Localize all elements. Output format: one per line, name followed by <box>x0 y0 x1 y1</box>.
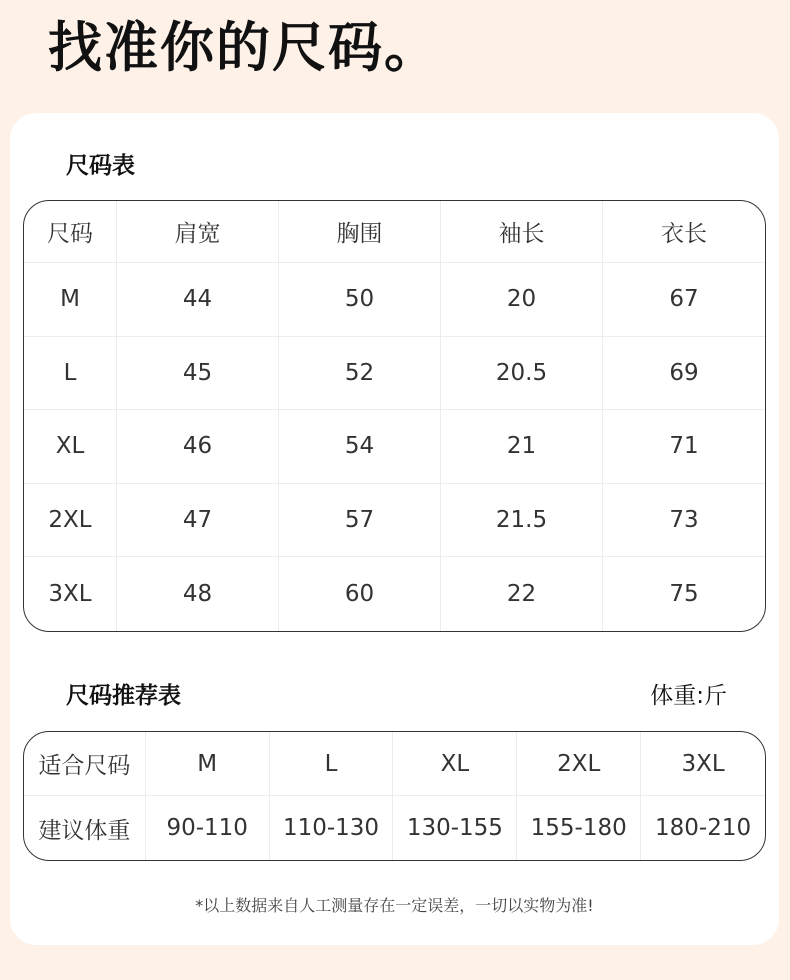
table-cell: 3XL <box>641 732 765 796</box>
header-cell: 尺码 <box>24 201 117 263</box>
table-cell: 21 <box>441 410 603 484</box>
table-cell: L <box>24 337 117 411</box>
table-row <box>24 796 765 860</box>
table-cell: 48 <box>117 557 279 631</box>
table-cell: 45 <box>117 337 279 411</box>
table-cell: 110-130 <box>270 796 394 860</box>
header-cell: 肩宽 <box>117 201 279 263</box>
table-cell: 21.5 <box>441 484 603 558</box>
table-row <box>24 337 765 411</box>
recommend-chart-table <box>23 731 766 861</box>
table-cell: 20.5 <box>441 337 603 411</box>
table-cell: 130-155 <box>393 796 517 860</box>
table-cell: M <box>146 732 270 796</box>
table-cell: 180-210 <box>655 815 752 841</box>
table-cell: 90-110 <box>146 796 270 860</box>
table-cell: 75 <box>669 581 699 608</box>
table-cell: 155-180 <box>517 796 641 860</box>
table-row <box>24 484 765 558</box>
table-cell: 73 <box>603 484 765 558</box>
table-row <box>24 263 765 337</box>
row-header-cell: 适合尺码 <box>24 732 146 796</box>
table-cell: 71 <box>603 410 765 484</box>
table-cell: 69 <box>603 337 765 411</box>
table-header-row <box>24 201 765 263</box>
table-row <box>24 410 765 484</box>
table-row <box>24 557 765 631</box>
recommend-chart-title: 尺码推荐表 <box>66 683 181 709</box>
table-cell: 54 <box>279 410 441 484</box>
header-cell: 胸围 <box>279 201 441 263</box>
size-chart-title: 尺码表 <box>66 153 135 179</box>
size-card <box>10 113 779 945</box>
page-title: 找准你的尺码。 <box>48 16 440 79</box>
table-cell: 47 <box>117 484 279 558</box>
table-cell: 52 <box>279 337 441 411</box>
table-cell: 57 <box>279 484 441 558</box>
table-cell: 2XL <box>24 484 117 558</box>
header-cell: 袖长 <box>441 201 603 263</box>
header-cell: 衣长 <box>603 201 765 263</box>
table-cell: 60 <box>279 557 441 631</box>
table-cell: XL <box>24 410 117 484</box>
table-cell: 50 <box>279 263 441 337</box>
table-cell: 20 <box>441 263 603 337</box>
table-cell: 22 <box>441 557 603 631</box>
table-cell: 44 <box>117 263 279 337</box>
table-row <box>24 732 765 796</box>
table-cell: L <box>270 732 394 796</box>
table-cell: 2XL <box>517 732 641 796</box>
table-cell: XL <box>393 732 517 796</box>
table-cell: 67 <box>603 263 765 337</box>
table-cell: 3XL <box>24 557 117 631</box>
disclaimer-note: *以上数据来自人工测量存在一定误差，一切以实物为准! <box>195 896 594 915</box>
size-chart-table <box>23 200 766 632</box>
row-header-cell: 建议体重 <box>24 796 146 860</box>
table-cell: M <box>24 263 117 337</box>
table-cell: 46 <box>117 410 279 484</box>
weight-unit-label: 体重:斤 <box>650 683 727 709</box>
